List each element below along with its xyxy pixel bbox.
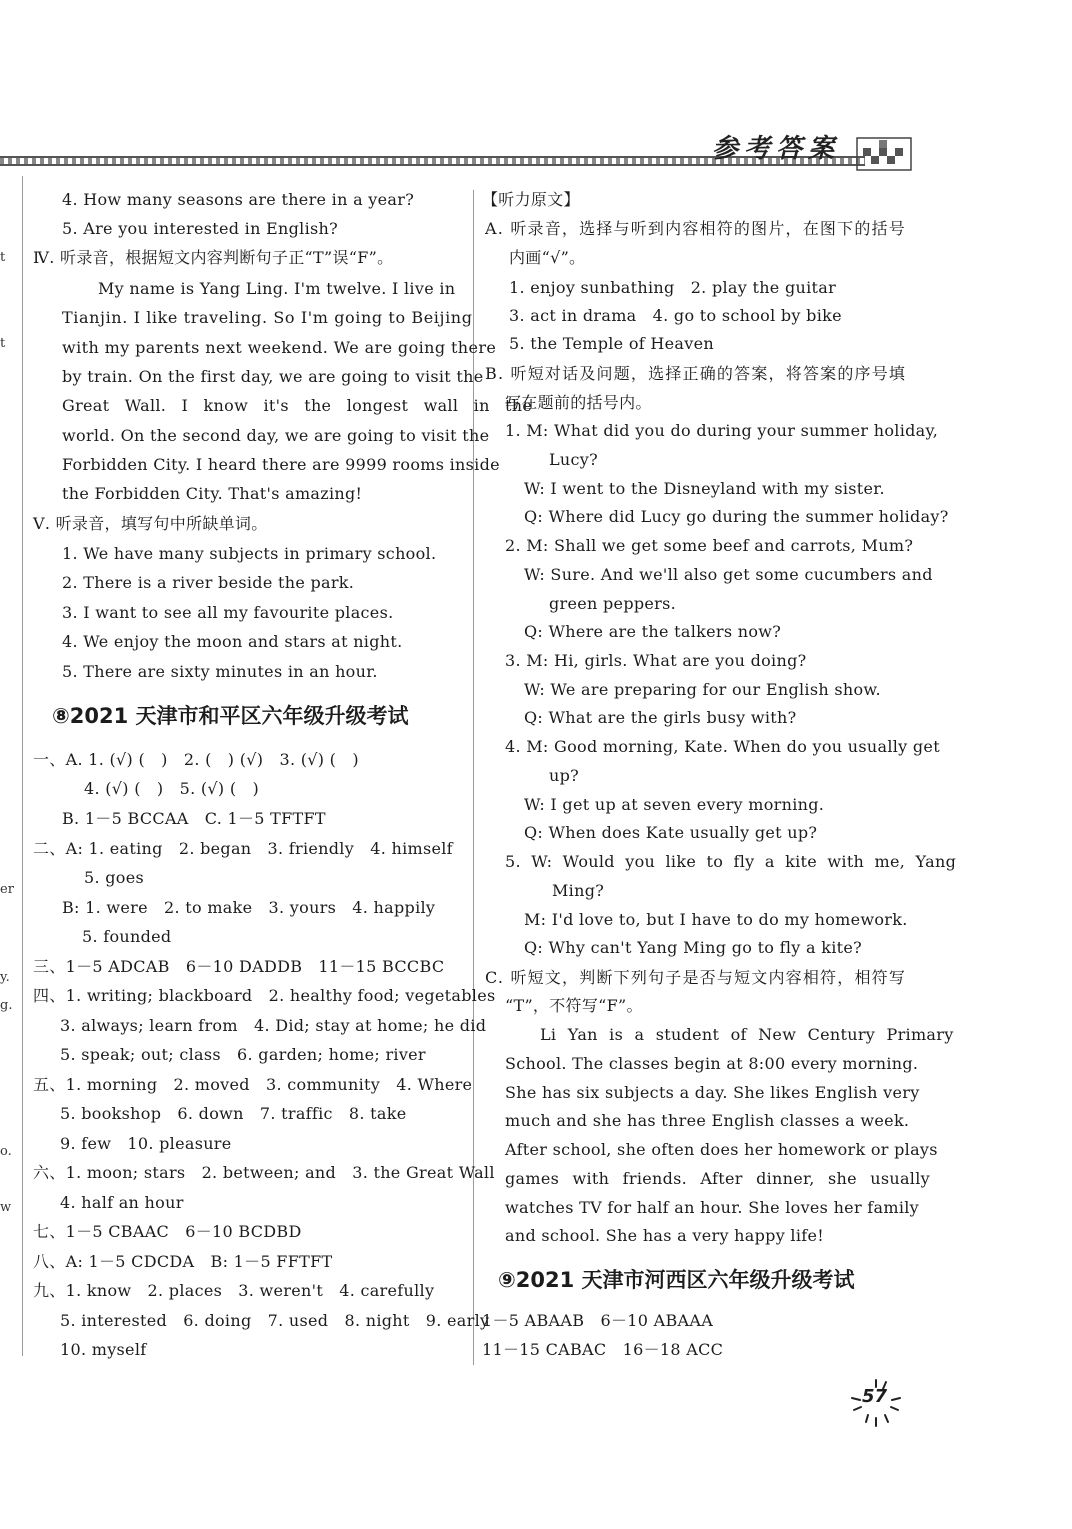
answer-line: 3. always; learn from 4. Did; stay at home; he did	[60, 1016, 487, 1035]
passage-line: She has six subjects a day. She likes English very	[505, 1083, 920, 1102]
answer-line: 4. We enjoy the moon and stars at night.	[62, 632, 403, 651]
dialogue-line: 2. M: Shall we get some beef and carrots, Mum?	[505, 536, 914, 555]
dialogue-line: W: I went to the Disneyland with my sister.	[524, 479, 885, 498]
answer-line: 2. There is a river beside the park.	[62, 573, 355, 592]
answer-line: 一、A. 1. (√) ( ) 2. ( ) (√) 3. (√) ( )	[33, 750, 359, 769]
answer-line: 5. There are sixty minutes in an hour.	[62, 662, 378, 681]
dialogue-line: W: Sure. And we'll also get some cucumbers and	[524, 565, 933, 584]
answer-line: 二、A: 1. eating 2. began 3. friendly 4. himself	[33, 839, 453, 858]
section-v-heading: Ⅴ. 听录音，填写句中所缺单词。	[33, 514, 268, 533]
question-line: 4. How many seasons are there in a year?	[62, 190, 415, 209]
dialogue-line: 5. W: Would you like to fly a kite with me, Yang	[505, 852, 957, 871]
part-b-heading: B. 听短对话及问题，选择正确的答案，将答案的序号填	[485, 364, 907, 383]
header-title: 参考答案	[712, 134, 841, 164]
answer-line: 3. act in drama 4. go to school by bike	[509, 306, 842, 325]
left-margin-rule	[22, 176, 23, 1356]
checker-decoration-icon	[855, 134, 913, 174]
page-number	[846, 1378, 906, 1428]
dialogue-line: 4. M: Good morning, Kate. When do you usually get	[505, 737, 940, 756]
passage-line: Li Yan is a student of New Century Primary	[540, 1025, 954, 1044]
passage-line	[98, 279, 466, 299]
dialogue-line: 3. M: Hi, girls. What are you doing?	[505, 651, 807, 670]
answer-line: 11－15 CABAC 16－18 ACC	[482, 1340, 724, 1359]
edge-mark: t	[0, 250, 6, 265]
edge-mark: er	[0, 882, 14, 897]
dialogue-line: Q: Where did Lucy go during the summer holiday?	[524, 507, 949, 526]
dialogue-line: Q: Where are the talkers now?	[524, 622, 782, 641]
part-a-heading: A. 听录音，选择与听到内容相符的图片，在图下的括号	[485, 219, 906, 238]
passage-line: Great Wall. I know it's the longest wall in the	[62, 396, 533, 415]
dialogue-line: Q: Why can't Yang Ming go to fly a kite?	[524, 938, 862, 957]
answer-line: 5. interested 6. doing 7. used 8. night 9. early	[60, 1311, 490, 1330]
passage-line: Tianjin. I like traveling. So I'm going to Beijing	[62, 308, 473, 327]
answer-line: 5. the Temple of Heaven	[509, 334, 714, 353]
dialogue-line: 1. M: What did you do during your summer holiday,	[505, 421, 939, 440]
answer-line: 9. few 10. pleasure	[60, 1134, 232, 1153]
answer-line: 七、1－5 CBAAC 6－10 BCDBD	[33, 1222, 302, 1241]
answer-line: 5. bookshop 6. down 7. traffic 8. take	[60, 1104, 407, 1123]
edge-mark: y.	[0, 970, 10, 985]
answer-line: 三、1－5 ADCAB 6－10 DADDB 11－15 BCCBC	[33, 957, 445, 976]
dialogue-line: W: I get up at seven every morning.	[524, 795, 825, 814]
dialogue-line: green peppers.	[549, 594, 677, 613]
part-c-heading: C. 听短文，判断下列句子是否与短文内容相符，相符写	[485, 968, 907, 987]
passage-line: watches TV for half an hour. She loves her family	[505, 1198, 919, 1217]
dialogue-line: Q: What are the girls busy with?	[524, 708, 797, 727]
part-a-heading: 内画“√”。	[509, 248, 586, 267]
passage-line: School. The classes begin at 8:00 every morning.	[505, 1054, 919, 1073]
part-c-heading: “T”，不符写“F”。	[505, 996, 643, 1015]
passage-line: After school, she often does her homework or plays	[505, 1140, 938, 1159]
part-b-heading: 写在题前的括号内。	[505, 393, 652, 412]
answer-line: B: 1. were 2. to make 3. yours 4. happily	[62, 898, 436, 917]
exam-9-title: ⑨2021 天津市河西区六年级升级考试	[498, 1268, 855, 1292]
answer-line: 六、1. moon; stars 2. between; and 3. the Great Wall	[33, 1163, 495, 1182]
section-iv-heading: Ⅳ. 听录音，根据短文内容判断句子正“T”误“F”。	[33, 248, 394, 267]
edge-mark: t	[0, 336, 6, 351]
answer-line: 4. (√) ( ) 5. (√) ( )	[84, 779, 260, 798]
passage-line: games with friends. After dinner, she usually	[505, 1169, 930, 1188]
dialogue-line: W: We are preparing for our English show.	[524, 680, 881, 699]
answer-line: 10. myself	[60, 1340, 147, 1359]
answer-line: 八、A: 1－5 CDCDA B: 1－5 FFTFT	[33, 1252, 333, 1271]
passage-text: My name is Yang Ling. I'm twelve. I live in	[98, 279, 456, 298]
edge-mark: g.	[0, 998, 13, 1013]
edge-mark: w	[0, 1200, 12, 1215]
answer-line: 1－5 ABAAB 6－10 ABAAA	[482, 1311, 714, 1330]
answer-line: 九、1. know 2. places 3. weren't 4. carefully	[33, 1281, 435, 1300]
passage-line: world. On the second day, we are going to visit the	[62, 426, 490, 445]
dialogue-line: Ming?	[552, 881, 605, 900]
dialogue-line: Lucy?	[549, 450, 599, 469]
answer-line: 3. I want to see all my favourite places.	[62, 603, 394, 622]
question-line: 5. Are you interested in English?	[62, 219, 339, 238]
answer-line: 5. founded	[82, 927, 172, 946]
answer-line: 1. enjoy sunbathing 2. play the guitar	[509, 278, 837, 297]
passage-line: by train. On the first day, we are going to visit the	[62, 367, 484, 386]
answer-line: 四、1. writing; blackboard 2. healthy food; vegetables	[33, 986, 496, 1005]
listening-heading: 【听力原文】	[482, 190, 580, 209]
passage-line: the Forbidden City. That's amazing!	[62, 484, 363, 503]
edge-mark: o.	[0, 1144, 12, 1159]
page-number-text: 57	[862, 1386, 888, 1407]
answer-line: 五、1. morning 2. moved 3. community 4. Where	[33, 1075, 473, 1094]
answer-line: B. 1－5 BCCAA C. 1－5 TFTFT	[62, 809, 326, 828]
passage-line: with my parents next weekend. We are going there	[62, 338, 497, 357]
dialogue-line: up?	[549, 766, 580, 785]
passage-line: Forbidden City. I heard there are 9999 rooms inside	[62, 455, 500, 474]
answer-line: 5. goes	[84, 868, 145, 887]
passage-line: and school. She has a very happy life!	[505, 1226, 824, 1245]
answer-line: 4. half an hour	[60, 1193, 184, 1212]
answer-line: 5. speak; out; class 6. garden; home; river	[60, 1045, 426, 1064]
dialogue-line: Q: When does Kate usually get up?	[524, 823, 818, 842]
dialogue-line: M: I'd love to, but I have to do my homework.	[524, 910, 908, 929]
exam-8-title: ⑧2021 天津市和平区六年级升级考试	[52, 704, 409, 728]
answer-line: 1. We have many subjects in primary school.	[62, 544, 437, 563]
passage-line: much and she has three English classes a week.	[505, 1111, 910, 1130]
